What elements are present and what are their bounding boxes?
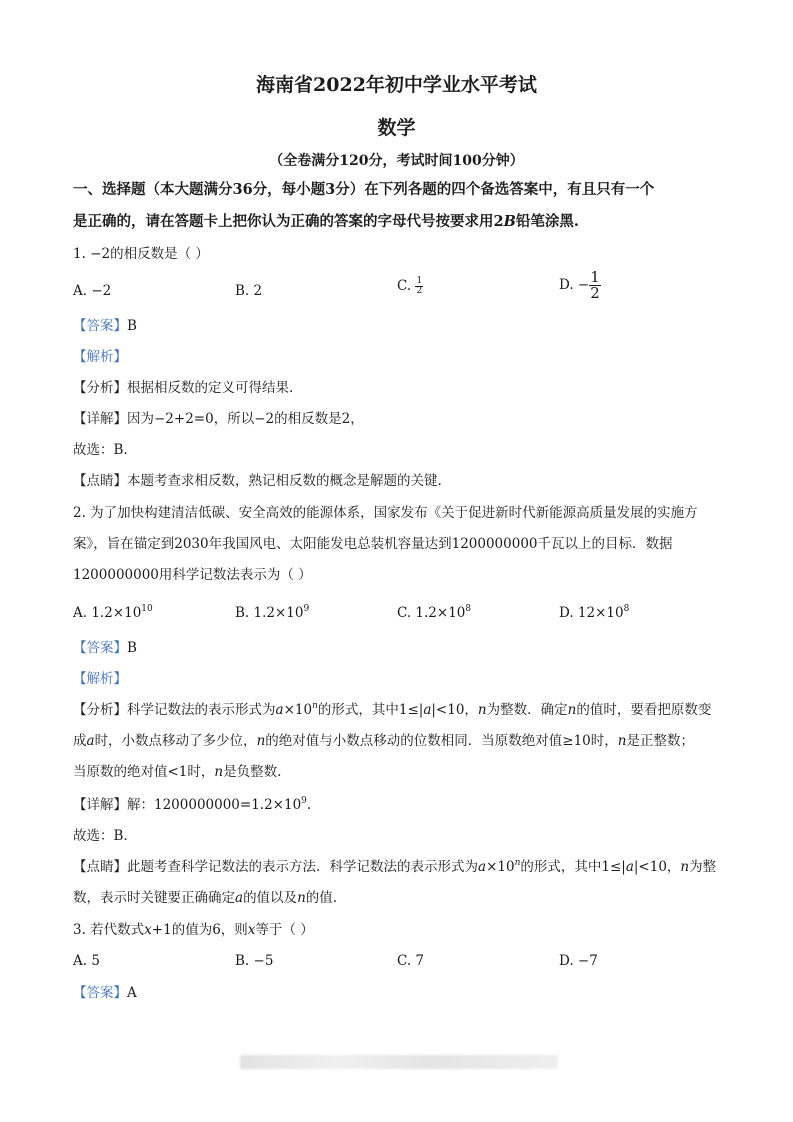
q2-option-c: C. $1.2\times 10^8$	[397, 604, 472, 621]
q2-choose: 故选：B.	[73, 828, 128, 844]
q3-option-c: C. 7	[397, 953, 425, 969]
q1-option-c: C. $\frac{1}{2}$	[397, 276, 423, 296]
q2-stem-line3: 1200000000用科学记数法表示为（ ）	[73, 567, 312, 583]
q1-analysis-head: 【解析】	[73, 349, 127, 365]
blurred-watermark	[240, 1055, 558, 1069]
q2-analysis-line2: 成a时，小数点移动了多少位，n的绝对值与小数点移动的位数相同．当原数绝对值≥10时，n是正整数；	[73, 733, 694, 749]
q3-stem: 3. 若代数式x+1的值为6，则x等于（ ）	[73, 922, 314, 938]
q2-option-d: D. $12\times 10^8$	[559, 604, 630, 621]
q1-choose: 故选：B.	[73, 442, 128, 458]
q3-answer: 【答案】A	[73, 985, 137, 1001]
q2-option-a: A. $1.2\times 10^{10}$	[73, 604, 153, 621]
q1-answer: 【答案】B	[73, 318, 137, 334]
q1-detail: 【详解】因为−2+2=0，所以−2的相反数是2，	[73, 411, 364, 427]
section-heading-line2: 是正确的，请在答题卡上把你认为正确的答案的字母代号按要求用2B铅笔涂黑.	[73, 213, 579, 230]
q2-comment-line2: 数，表示时关键要正确确定a的值以及n的值.	[73, 890, 338, 906]
q1-option-d: D. − $\frac{1}{2}$	[559, 268, 600, 302]
q2-answer: 【答案】B	[73, 640, 137, 656]
fraction: $\frac{1}{2}$	[590, 268, 600, 302]
q3-option-b: B. −5	[235, 953, 274, 969]
q1-option-b: B. 2	[235, 283, 263, 299]
exam-title: 海南省2022年初中学业水平考试	[256, 74, 537, 96]
q1-comment: 【点睛】本题考查求相反数，熟记相反数的概念是解题的关键.	[73, 473, 442, 489]
exam-note: （全卷满分120分，考试时间100分钟）	[269, 153, 524, 169]
q2-stem-line1: 2. 为了加快构建清洁低碳、安全高效的能源体系，国家发布《关于促进新时代新能源高质量发展的实施方	[73, 505, 698, 521]
fraction: $\frac{1}{2}$	[416, 276, 423, 296]
q2-detail: 【详解】解：$1200000000=1.2\times 10^9$.	[73, 796, 312, 813]
q2-analysis-line3: 当原数的绝对值<1时，n是负整数.	[73, 764, 282, 780]
q1-analysis: 【分析】根据相反数的定义可得结果.	[73, 380, 294, 396]
q2-comment-line1: 【点睛】此题考查科学记数法的表示方法．科学记数法的表示形式为$a\times 10^n$的形式，其中1≤|a|<10，n为整	[73, 858, 717, 875]
q3-option-d: D. −7	[559, 953, 598, 969]
q1-stem: 1. −2的相反数是（ ）	[73, 246, 209, 262]
subject-title: 数学	[377, 117, 416, 139]
q2-option-b: B. $1.2\times 10^9$	[235, 604, 310, 621]
q2-analysis-line1: 【分析】科学记数法的表示形式为$a\times 10^n$的形式，其中1≤|a|<10，n为整数．确定n的值时，要看把原数变	[73, 701, 712, 718]
q1-option-a: A. −2	[73, 283, 112, 299]
q3-option-a: A. 5	[73, 953, 100, 969]
section-heading-line1: 一、选择题（本大题满分36分，每小题3分）在下列各题的四个备选答案中，有且只有一个	[73, 181, 655, 198]
q2-stem-line2: 案》，旨在锚定到2030年我国风电、太阳能发电总装机容量达到1200000000千瓦以上的目标．数据	[73, 536, 673, 552]
q2-analysis-head: 【解析】	[73, 671, 127, 687]
